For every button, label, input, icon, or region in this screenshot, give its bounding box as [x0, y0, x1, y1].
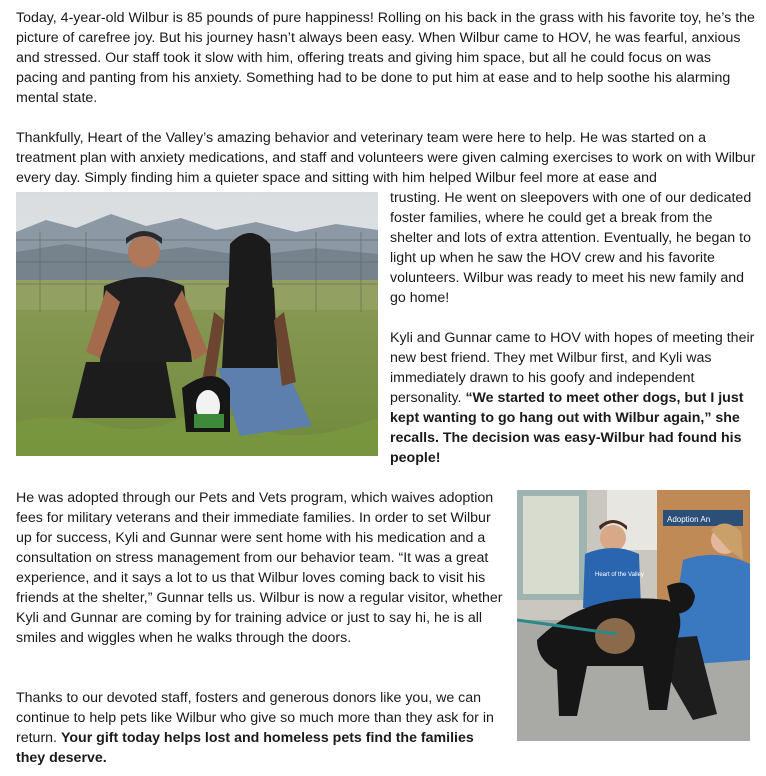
- paragraph-intro: Today, 4-year-old Wilbur is 85 pounds of pure happiness! Rolling on his back in the grass with his favorite toy, he’s the picture of carefree joy. But his journey hasn’t always been easy. When Wilbur came to HOV, he was fearful, anxious and stressed. Our staff took it slow with him, offering treats and giving him space, but all he could focus on was pacing and panting from his anxiety. Something had to be done to put him at ease and to help soothe his alarming mental state.: [16, 10, 755, 106]
- photo-wilbur-shelter-visit: [517, 490, 750, 741]
- paragraph-treatment: Thankfully, Heart of the Valley’s amazing behavior and veterinary team were here to help. He was started on a treatment plan with anxiety medications, and staff and volunteers were given calming exercises to work on with Wilbur every day. Simply finding him a quieter space and sitting with him helped Wilbur feel more at ease and: [16, 130, 756, 186]
- shirt-logo-text: Heart of the Valley: [595, 572, 644, 578]
- adopters-quote: “We started to meet other dogs, but I just kept wanting to go hang out with Wilbur again,” she recalls. The decision was easy-Wilbur had found his people!: [390, 390, 744, 466]
- cta-text: Thanks to our devoted staff, fosters and generous donors like you, we can continue to help pets like Wilbur who give so much more than they ask for in return.: [16, 690, 494, 746]
- paragraph-call-to-action: [16, 688, 506, 768]
- shelter-photo-illustration: [517, 490, 750, 741]
- paragraph-pets-and-vets: He was adopted through our Pets and Vets program, which waives adoption fees for military veterans and their immediate families. In order to set Wilbur up for success, Kyli and Gunnar were sent home with his medication and a consultation on stress management from our behavior team. “It was a great experience, and it says a lot to us that Wilbur loves coming back to visit his friends at the shelter,” Gunnar tells us. Wilbur is now a regular visitor, whether Kyli and Gunnar are coming by for training advice or just to say hi, he is all smiles and wiggles when he walks through the doors.: [16, 490, 503, 646]
- cta-bold: Your gift today helps lost and homeless pets find the families they deserve.: [16, 730, 474, 766]
- adopters-photo-illustration: [16, 192, 378, 456]
- photo-adopters-with-wilbur: [16, 192, 378, 456]
- paragraph-adopters: [390, 328, 756, 468]
- adopters-text: Kyli and Gunnar came to HOV with hopes of meeting their new best friend. They met Wilbur first, and Kyli was immediately drawn to his goofy and independent personality.: [390, 330, 755, 406]
- paragraph-foster: trusting. He went on sleepovers with one of our dedicated foster families, where he could get a break from the shelter and lots of extra attention. Eventually, he began to light up when he saw the HOV crew and his favorite volunteers. Wilbur was ready to meet his new family and go home!: [390, 190, 752, 306]
- adoption-sign-text: Adoption An: [667, 515, 711, 524]
